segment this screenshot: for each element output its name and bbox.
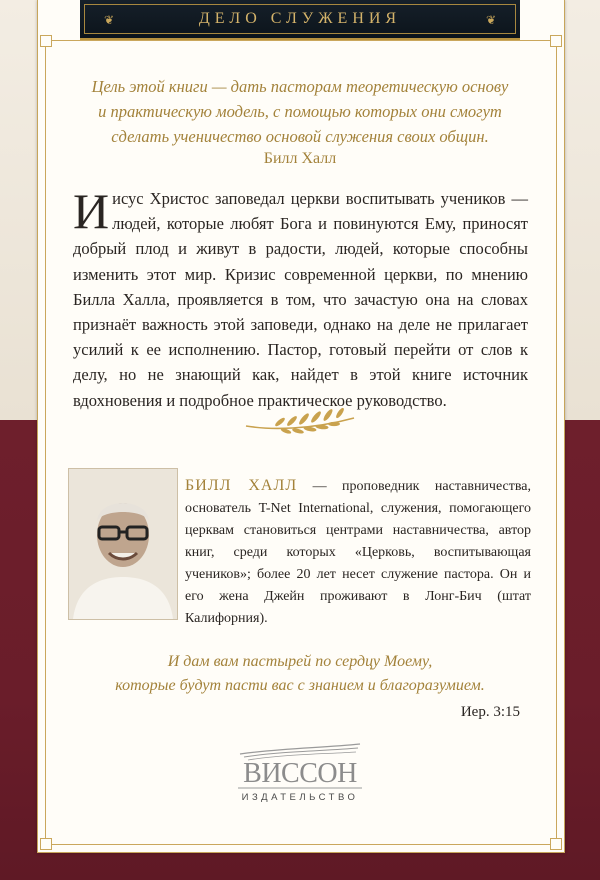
author-name: БИЛЛ ХАЛЛ — [185, 477, 298, 494]
epigraph-author: Билл Халл — [263, 150, 337, 167]
publisher-logo — [222, 740, 378, 810]
publisher-name: ВИССОН — [243, 758, 357, 789]
epigraph-line: и практическую модель, с помощью которых они смогут — [98, 102, 502, 121]
author-bio — [185, 475, 531, 630]
epigraph-quote — [60, 74, 540, 149]
ornament-right-icon: ❦ — [485, 13, 496, 27]
book-description — [73, 183, 528, 413]
epigraph-line: Цель этой книги — дать пасторам теоретическую основу — [91, 77, 509, 96]
drop-cap: И — [73, 183, 110, 239]
epigraph-line: сделать ученичество основой служения своих общин. — [111, 127, 489, 146]
ornament-left-icon: ❦ — [104, 13, 115, 27]
corner-ornament — [40, 838, 52, 850]
author-portrait-icon — [69, 469, 177, 619]
series-title: ДЕЛО СЛУЖЕНИЯ — [198, 10, 402, 27]
corner-ornament — [40, 35, 52, 47]
scripture-line: которые будут пасти вас с знанием и благоразумием. — [115, 677, 485, 694]
scripture-reference: Иер. 3:15 — [460, 704, 520, 720]
corner-ornament — [550, 838, 562, 850]
author-photo — [68, 468, 178, 620]
corner-ornament — [550, 35, 562, 47]
scripture-quote — [60, 650, 540, 698]
flourish-icon — [240, 404, 360, 440]
scripture-line: И дам вам пастырей по сердцу Моему, — [167, 653, 433, 670]
publisher-subtitle: ИЗДАТЕЛЬСТВО — [241, 792, 359, 803]
author-bio-text: — проповедник наставничества, основатель T-Net International, служения, помогающего церквам становиться центрами наставничества, автор книг, среди которых «Церковь, воспитывающая учеников»; более 20 лет несет служение пастора. Он и его жена Джейн проживают в Лонг-Бич (штат Калифорния). — [185, 479, 531, 626]
description-text: исус Христос заповедал церкви воспитывать учеников — людей, которые любят Бога и повинуются Ему, приносят добрый плод и живут в радости, людей, которые способны изменить этот мир. Кризис современной церкви, по мнению Билла Халла, проявляется в том, что зачастую она на словах признаёт важность этой заповеди, однако на деле не прилагает усилий к ее исполнению. Пастор, готовый перейти от слов к делу, но не знающий как, найдет в этой книге источник вдохновения и подробное практическое руководство. — [73, 189, 528, 410]
series-header — [80, 0, 520, 40]
